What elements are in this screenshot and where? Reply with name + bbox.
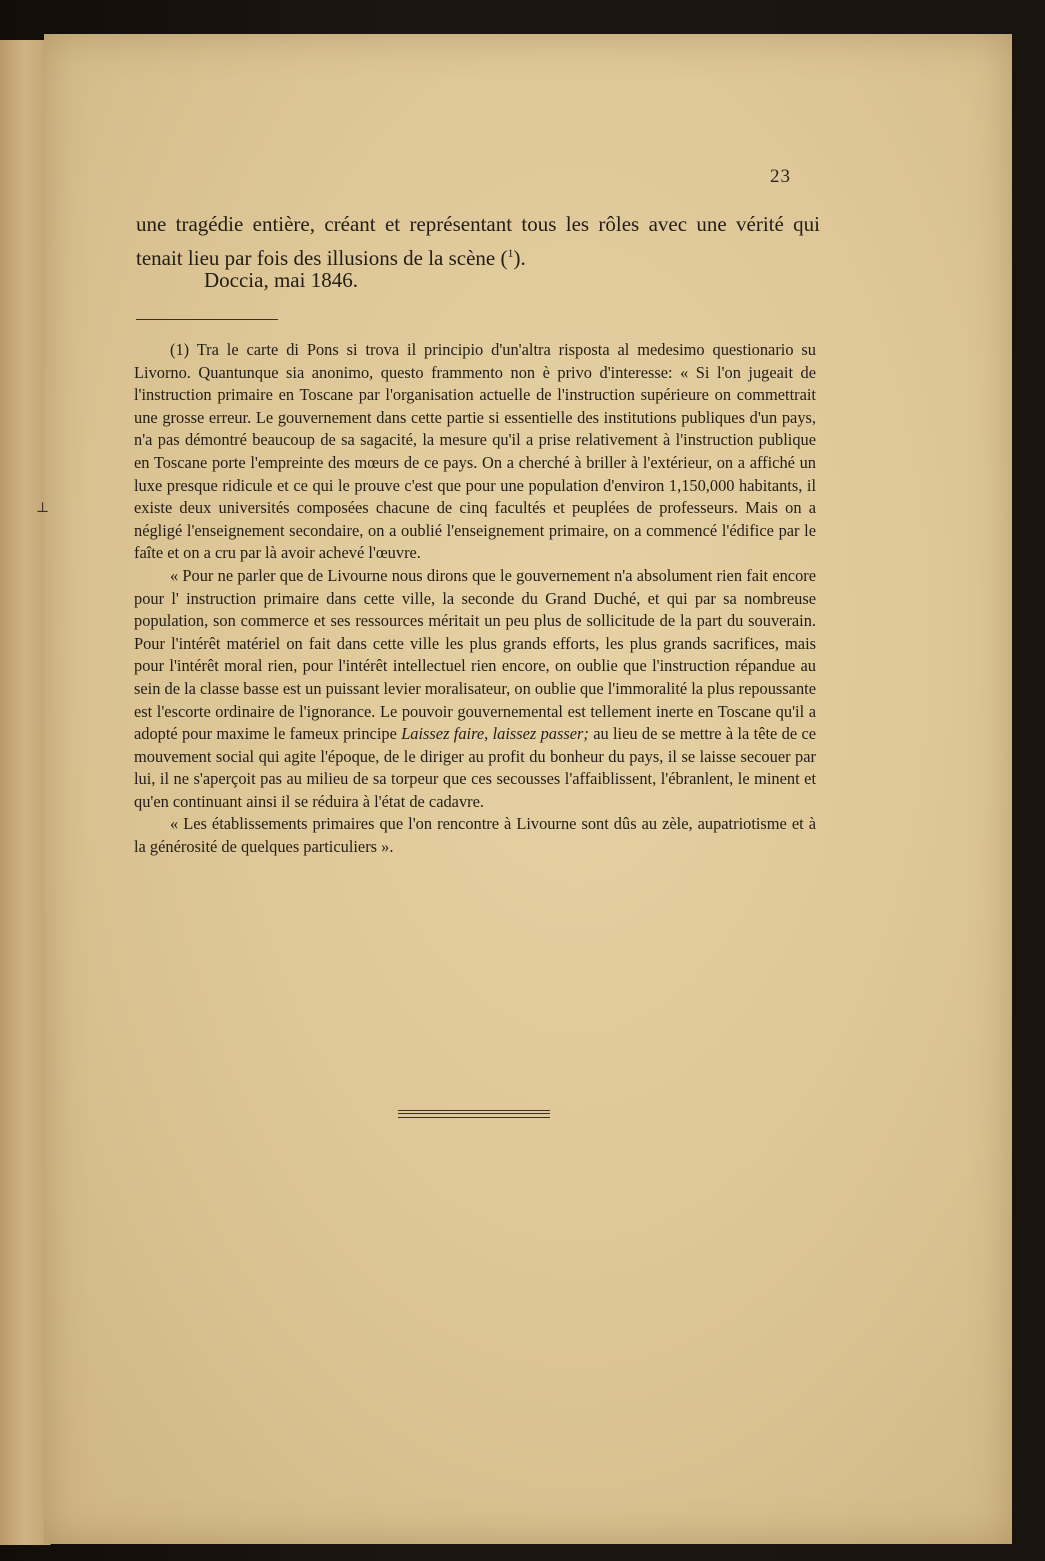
dateline: Doccia, mai 1846. xyxy=(204,268,358,292)
footnote-separator xyxy=(136,319,278,320)
footnote-p2-text-start: « Pour ne parler que de Livourne nous dirons que le gouvernement n'a absolument rien fait encore pour l' instruction primaire dans cette ville, la seconde du Grand Duché, et qui par sa nombreuse population, son commerce et ses ressources méritait un peu plus de sollicitude de la part du souverain. Pour l'intérêt matériel on fait dans cette ville les plus grands efforts, les plus grands sacrifices, mais pour l'intérêt moral rien, pour l'intérêt intellectuel rien encore, on oublie que l'instruction répandue au sein de la classe basse est un puissant levier moralisateur, on oublie que l'immoralité la plus repoussante est l'escorte ordinaire de l'ignorance. Le pouvoir gouvernemental est tellement inerte en Toscane qu'il a adopté pour maxime le fameux principe xyxy=(134,565,816,744)
body-paragraph xyxy=(136,210,820,273)
footnote-italic-maxim: Laissez faire, laissez passer; xyxy=(401,724,589,744)
footnote xyxy=(134,339,816,859)
body-line-end: ). xyxy=(513,246,526,270)
footnote-reference: 1 xyxy=(507,246,514,260)
footnote-p2-text-end: au lieu de se mettre à la tête de ce mouvement social qui agite l'époque, de le diriger au profit du bonheur du pays, il se laisse secouer par lui, il ne s'aperçoit pas au milieu de sa torpeur que ces secousses l'affaiblissent, l'ébranlent, le minent et qu'en continuant ainsi il se réduira à l'état de cadavre. xyxy=(134,724,816,811)
footnote-paragraph-2 xyxy=(134,565,816,814)
margin-mark: ⊥ xyxy=(36,501,50,516)
page-number: 23 xyxy=(770,166,791,187)
footnote-paragraph-3: « Les établissements primaires que l'on rencontre à Livourne sont dûs au zèle, aupatriotisme et à la générosité de quelques particuliers ». xyxy=(134,814,816,857)
body-text xyxy=(136,210,820,273)
footnote-paragraph-1: (1) Tra le carte di Pons si trova il principio d'un'altra risposta al medesimo questionario su Livorno. Quantunque sia anonimo, questo frammento non è privo d'interesse: « Si l'on jugeait de l'instruction primaire en Toscane par l'organisation actuelle de l'instruction supérieure on commettrait une grosse erreur. Le gouvernement dans cette partie si essentielle des institutions publiques d'un pays, n'a pas démontré beaucoup de sa sagacité, la mesure qu'il a prise relativement à l'instruction publique en Toscane porte l'empreinte des mœurs de ce pays. On a cherché à briller à l'extérieur, on a affiché un luxe presque ridicule et ce qui le prouve c'est que pour une population d'environ 1,150,000 habitants, il existe deux universités composées chacune de cinq facultés et peuplées de professeurs. Mais on a négligé l'enseignement secondaire, on a oublié l'enseignement primaire, on a commencé l'édifice par le faîte et on a cru par là avoir achevé l'œuvre. xyxy=(134,340,816,563)
body-line: une tragédie entière, créant et représentant tous les rôles avec une vérité qui tenait lieu par fois des illusions de la scène ( xyxy=(136,212,820,270)
end-ornament-rule xyxy=(398,1110,550,1118)
